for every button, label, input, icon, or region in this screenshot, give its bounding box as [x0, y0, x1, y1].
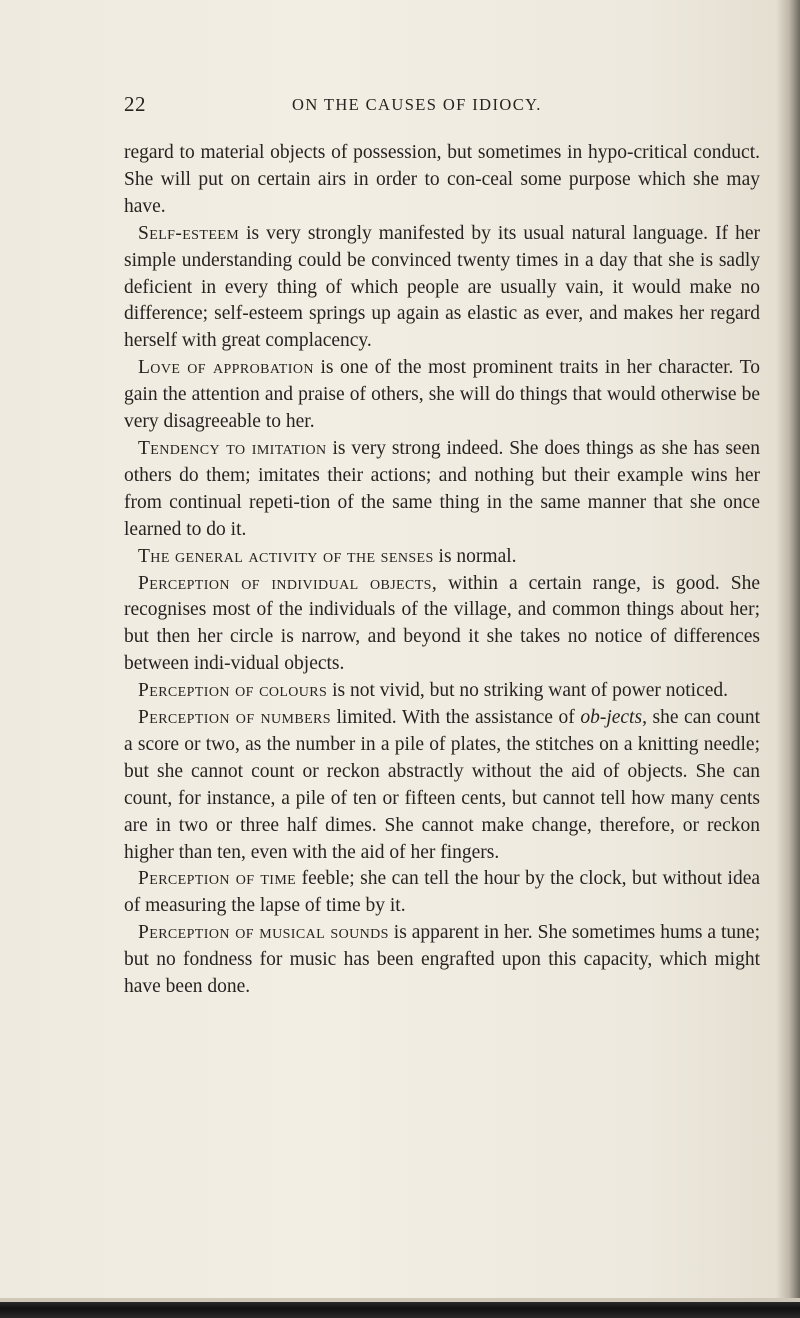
paragraph-numbers: [124, 705, 760, 866]
section-lead: Perception of musical sounds: [138, 922, 389, 944]
paragraph-text: is not vivid, but no striking want of power noticed.: [327, 680, 729, 702]
paragraph-text: limited. With the assistance of: [330, 707, 581, 729]
page-bottom-edge: [0, 1302, 800, 1318]
paragraph-self-esteem: [124, 221, 760, 356]
paragraph-text: within a certain range, is good. She recognises most of the individuals of the village, and common things about her; but then her circle is narrow, and beyond it she takes no notice of differences between indi-vidual objects.: [124, 572, 760, 675]
paragraph-text: is apparent in her. She sometimes hums a tune; but no fondness for music has been engrafted upon this capacity, which might have been done.: [124, 922, 761, 998]
paragraph-text: is one of the most prominent traits in her character. To gain the attention and praise of others, she will do things that would otherwise be very disagreeable to her.: [124, 357, 760, 433]
section-lead: Perception of numbers: [138, 707, 331, 729]
paragraph-senses: [124, 544, 760, 571]
paragraph-musical-sounds: [124, 920, 760, 1001]
paragraph-individual-objects: [124, 571, 760, 679]
paragraph-continuation: [124, 140, 760, 221]
body-text: [124, 140, 760, 1001]
paragraph-text: , she can count a score or two, as the number in a pile of plates, the stitches on a knitting needle; but she cannot count or reckon abstractly without the aid of objects. She can count, for instance, a pile of ten or fifteen cents, but cannot tell how many cents are in two or three half dimes. She cannot make change, therefore, or reckon higher than ten, even with the aid of her fingers.: [124, 707, 760, 863]
paragraph-colours: [124, 678, 760, 705]
section-lead: Tendency to imitation: [138, 437, 327, 459]
section-lead: Perception of time: [138, 868, 297, 890]
section-lead: Self-esteem: [138, 222, 240, 244]
paragraph-time: [124, 866, 760, 920]
section-lead: The general activity of the senses: [138, 545, 434, 567]
page-gutter-shadow: [776, 0, 800, 1318]
paragraph-text: is normal.: [433, 545, 517, 567]
page-header: [124, 92, 764, 118]
section-lead: Perception of individual objects,: [138, 572, 438, 594]
running-title: ON THE CAUSES OF IDIOCY.: [292, 95, 542, 114]
paragraph-text: is very strongly manifested by its usual natural language. If her simple understanding could be convinced twenty times in a day that she is sadly deficient in every thing of which people are usually vain, it would make no difference; self-esteem springs up again as elastic as ever, and makes her regard herself with great complacency.: [124, 222, 760, 352]
paragraph-text: feeble; she can tell the hour by the clock, but without idea of measuring the lapse of time by it.: [124, 868, 760, 917]
paragraph-tendency-to-imitation: [124, 436, 760, 544]
section-lead: Perception of colours: [138, 680, 328, 702]
paragraph-text: regard to material objects of possession, but sometimes in hypo-critical conduct. She will put on certain airs in order to con-ceal some purpose which she may have.: [124, 142, 760, 217]
paragraph-text: is very strong indeed. She does things as she has seen others do them; imitates their actions; and nothing but their example wins her from continual repeti-tion of the same thing in the same manner that she once learned to do it.: [124, 437, 760, 540]
section-lead: Love of approbation: [138, 357, 314, 379]
page-number: 22: [124, 92, 146, 116]
paragraph-love-of-approbation: [124, 355, 760, 436]
paragraph-italic-term: ob-jects: [580, 707, 643, 729]
